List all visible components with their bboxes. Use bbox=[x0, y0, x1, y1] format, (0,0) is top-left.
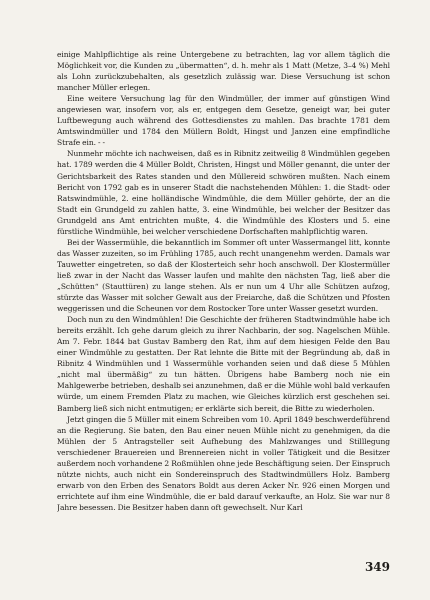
paragraph-4: Bei der Wassermühle, die bekanntlich im Sommer oft unter Wassermangel litt, konnte das Wasser zuzeiten, so im Frühling 1785, auch recht unangenehm werden. Damals war Tauwetter eingetreten, so daß der Klosterteich sehr hoch anschwoll. Der Klostermüller ließ zwar in der Nacht das Wasser laufen und mahlte den nächsten Tag, ließ aber die „Schütten“ (Stauttüren) zu lange stehen. Als er nun um 4 Uhr alle Schützen aufzog, stürzte das Wasser mit solcher Gewalt aus der Freiarche, daß die Schützen und Pfosten weggerissen und die Scheunen vor dem Rostocker Tore unter Wasser gesetzt wurden. bbox=[57, 237, 390, 314]
paragraph-1: einige Mahlpflichtige als reine Untergebene zu betrachten, lag vor allem täglich die Möglichkeit vor, die Kunden zu „übermatten“, d. h. mehr als 1 Matt (Metze, 3–4 %) Mehl als Lohn zurückzubehalten, als gesetzlich zulässig war. Diese Versuchung ist schon mancher Müller erlegen. bbox=[57, 50, 390, 93]
page-number: 349 bbox=[364, 560, 390, 574]
paragraph-6: Jetzt gingen die 5 Müller mit einem Schreiben vom 10. April 1849 beschwerdeführend an die Regierung. Sie baten, den Bau einer neuen Mühle nicht zu genehmigen, da die Mühlen der 5 Antragsteller seit Aufhebung des Mahlzwanges und Stilllegung verschiedener Brauereien und Brennereien nicht in voller Tätigkeit und die Besitzer außerdem noch vorhandene 2 Roßmühlen ohne jede Beschäftigung seien. Der Einspruch nützte nichts, auch nicht ein Sondereinspruch des Stadtwindmüllers Holz. Bamberg erwarb von den Erben des Senators Boldt aus deren Acker Nr. 926 einen Morgen und errichtete auf ihm eine Windmühle, die er bald darauf verkaufte, an Holz. Sie war nur 8 Jahre besessen. Die Besitzer haben dann oft gewechselt. Nur Karl bbox=[57, 414, 390, 512]
paragraph-3: Nunmehr möchte ich nachweisen, daß es in Ribnitz zeitweilig 8 Windmühlen gegeben hat. 1789 werden die 4 Müller Boldt, Christen, Hingst und Möller genannt, die unter der Gerichtsbarkeit des Rates standen und den Müllereid schwören mußten. Nach einem Bericht von 1792 gab es in unserer Stadt die nachstehenden Mühlen: 1. die Stadt- oder Ratswindmühle, 2. eine holländische Windmühle, die dem Müller gehörte, der an die Stadt ein Grundgeld zu zahlen hatte, 3. eine Windmühle, bei welcher der Besitzer das Grundgeld ans Amt entrichten mußte, 4. die Windmühle des Klosters und 5. eine fürstliche Windmühle, bei welcher verschiedene Dorfschaften mahlpflichtig waren. bbox=[57, 149, 390, 236]
paragraph-2: Eine weitere Versuchung lag für den Windmüller, der immer auf günstigen Wind angewiesen war, insofern vor, als er, entgegen dem Gesetze, geneigt war, bei guter Luftbewegung auch während des Gottesdienstes zu mahlen. Das brachte 1781 dem Amtswindmüller und 1784 den Müllern Boldt, Hingst und Janzen eine empfindliche Strafe ein. - - bbox=[57, 94, 390, 148]
paragraph-5: Doch nun zu den Windmühlen! Die Geschichte der früheren Stadtwindmühle habe ich bereits erzählt. Ich gehe darum gleich zu ihrer Nachbarin, der sog. Nagelschen Mühle. Am 7. Febr. 1844 bat Gustav Bamberg den Rat, ihm auf dem hiesigen Felde den Bau einer Windmühle zu gestatten. Der Rat lehnte die Bitte mit der Begründung ab, daß in Ribnitz 4 Windmühlen und 1 Wassermühle vorhanden seien und daß diese 5 Mühlen „nicht mal übermäßig“ zu tun hätten. Übrigens habe Bamberg noch nie ein Mahlgewerbe betrieben, deshalb sei anzunehmen, daß er die Mühle wohl bald verkaufen würde, um einem Fremden Platz zu machen, wie Gleiches kürzlich erst geschehen sei. Bamberg ließ sich nicht entmutigen; er erklärte sich bereit, die Bitte zu wiederholen. bbox=[57, 315, 390, 413]
page-body bbox=[57, 49, 390, 549]
